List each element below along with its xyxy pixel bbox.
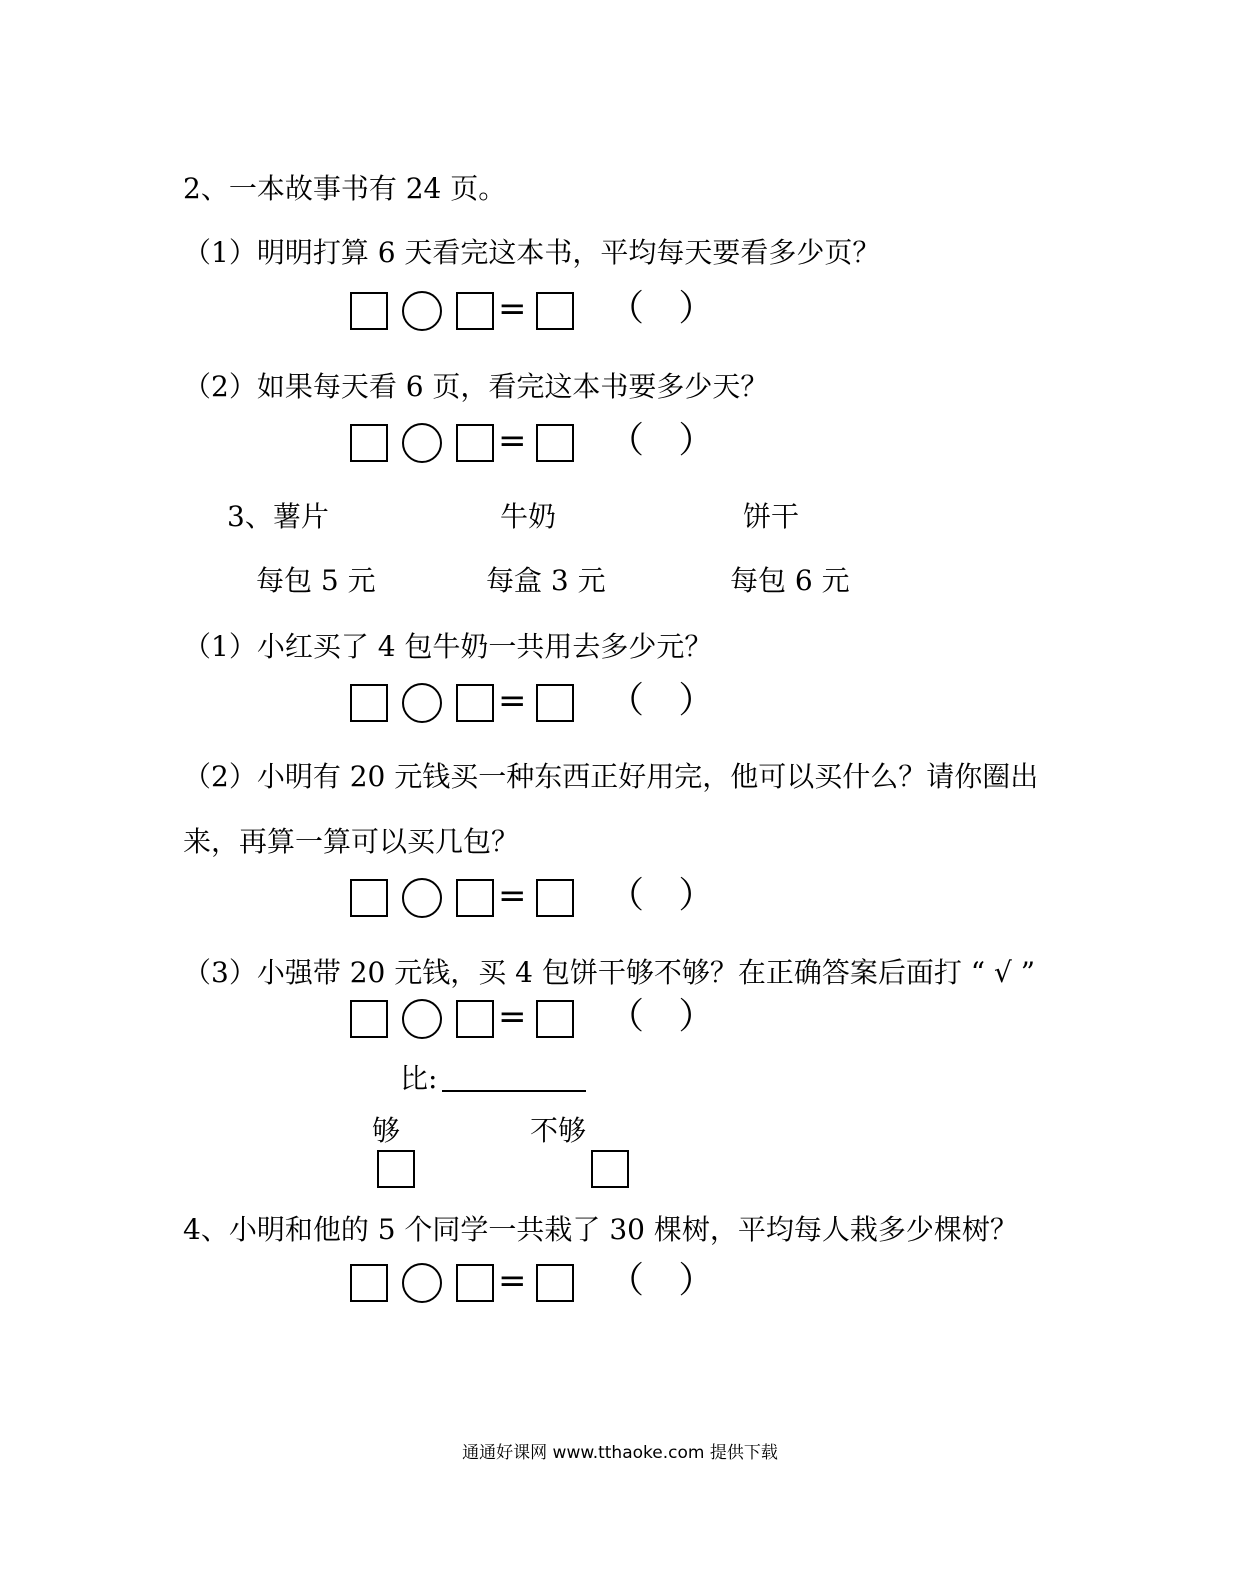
q3-sub2-line2: 来，再算一算可以买几包？ xyxy=(183,825,520,858)
equals-sign: = xyxy=(498,1261,527,1301)
compare-answer-line[interactable] xyxy=(442,1090,586,1092)
q3-price-biscuit: 每包 6 元 xyxy=(730,564,850,597)
answer-box[interactable] xyxy=(350,684,388,722)
answer-box[interactable] xyxy=(456,684,494,722)
answer-box[interactable] xyxy=(536,1000,574,1038)
unit-paren[interactable]: （ ） xyxy=(608,875,715,916)
answer-box[interactable] xyxy=(350,879,388,917)
q2-sub2: （2）如果每天看 6 页，看完这本书要多少天？ xyxy=(183,370,769,403)
enough-checkbox[interactable] xyxy=(377,1150,415,1188)
equation-template-6 xyxy=(350,1260,715,1304)
unit-paren[interactable]: （ ） xyxy=(608,1260,715,1301)
answer-box[interactable] xyxy=(456,292,494,330)
equation-template-5 xyxy=(350,996,715,1040)
operator-circle[interactable] xyxy=(402,878,442,918)
equation-template-1 xyxy=(350,288,715,332)
answer-box[interactable] xyxy=(456,1264,494,1302)
answer-box[interactable] xyxy=(536,424,574,462)
page-footer: 通通好课网 www.tthaoke.com 提供下载 xyxy=(462,1443,778,1463)
equals-sign: = xyxy=(498,681,527,721)
not-enough-checkbox[interactable] xyxy=(591,1150,629,1188)
equals-sign: = xyxy=(498,421,527,461)
enough-label: 够 xyxy=(372,1114,401,1147)
answer-box[interactable] xyxy=(456,1000,494,1038)
operator-circle[interactable] xyxy=(402,999,442,1039)
q3-price-chips: 每包 5 元 xyxy=(256,564,376,597)
q3-sub2-line1: （2）小明有 20 元钱买一种东西正好用完，他可以买什么？请你圈出 xyxy=(183,760,1039,793)
q3-sub1: （1）小红买了 4 包牛奶一共用去多少元？ xyxy=(183,630,713,663)
answer-box[interactable] xyxy=(536,292,574,330)
equals-sign: = xyxy=(498,289,527,329)
operator-circle[interactable] xyxy=(402,1263,442,1303)
q3-item-biscuit: 饼干 xyxy=(743,500,800,533)
unit-paren[interactable]: （ ） xyxy=(608,996,715,1037)
operator-circle[interactable] xyxy=(402,291,442,331)
answer-box[interactable] xyxy=(350,292,388,330)
answer-box[interactable] xyxy=(536,1264,574,1302)
q3-price-milk: 每盒 3 元 xyxy=(486,564,606,597)
answer-box[interactable] xyxy=(536,879,574,917)
q2-title: 2、一本故事书有 24 页。 xyxy=(183,172,507,205)
compare-label: 比: xyxy=(400,1062,438,1095)
q3-item-milk: 牛奶 xyxy=(500,500,557,533)
equation-template-3 xyxy=(350,680,715,724)
answer-box[interactable] xyxy=(456,879,494,917)
operator-circle[interactable] xyxy=(402,423,442,463)
answer-box[interactable] xyxy=(350,1264,388,1302)
unit-paren[interactable]: （ ） xyxy=(608,288,715,329)
equals-sign: = xyxy=(498,876,527,916)
not-enough-label: 不够 xyxy=(530,1114,587,1147)
equals-sign: = xyxy=(498,997,527,1037)
q3-sub3: （3）小强带 20 元钱，买 4 包饼干够不够？在正确答案后面打 “ √ ” xyxy=(183,956,1036,989)
q2-sub1: （1）明明打算 6 天看完这本书，平均每天要看多少页？ xyxy=(183,236,881,269)
equation-template-2 xyxy=(350,420,715,464)
q4-title: 4、小明和他的 5 个同学一共栽了 30 棵树，平均每人栽多少棵树？ xyxy=(183,1213,1018,1246)
answer-box[interactable] xyxy=(350,424,388,462)
answer-box[interactable] xyxy=(536,684,574,722)
operator-circle[interactable] xyxy=(402,683,442,723)
unit-paren[interactable]: （ ） xyxy=(608,680,715,721)
equation-template-4 xyxy=(350,875,715,919)
answer-box[interactable] xyxy=(456,424,494,462)
q3-title: 3、薯片 xyxy=(227,500,329,533)
unit-paren[interactable]: （ ） xyxy=(608,420,715,461)
answer-box[interactable] xyxy=(350,1000,388,1038)
